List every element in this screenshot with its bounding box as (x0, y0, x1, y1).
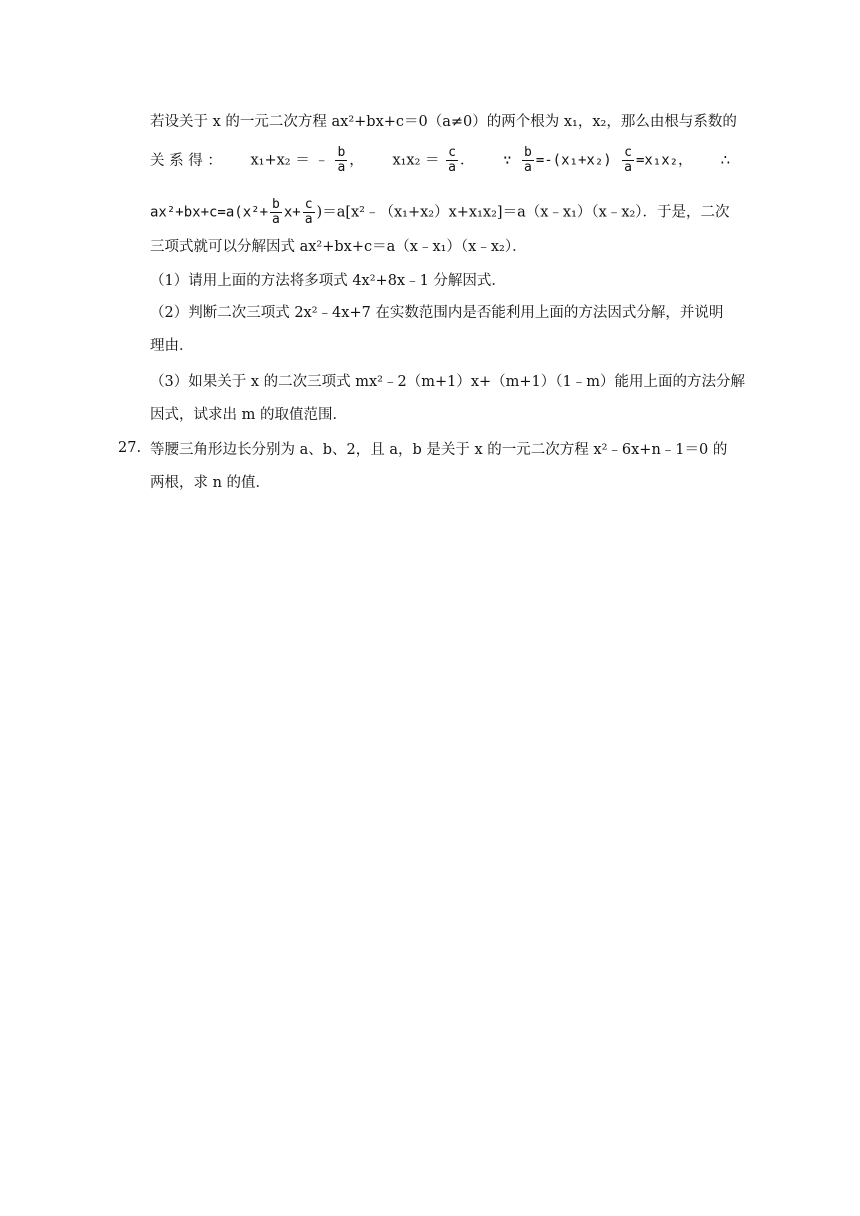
question-3-line-2: 因式，试求出 m 的取值范围． (150, 407, 347, 423)
problem-27-number: 27. (118, 440, 142, 456)
fraction-c-over-a-inline: $\frac{c}{a}$ (304, 197, 313, 227)
intro-line-1: 若设关于 x 的一元二次方程 ax²+bx+c＝0（a≠0）的两个根为 x₁，x₂，那么由根与系数的 (150, 114, 737, 130)
question-3-line-1: （3）如果关于 x 的二次三项式 mx²﹣2（m+1）x+（m+1）（1﹣m）能用上面的方法分解 (150, 374, 745, 390)
product-of-roots: x₁x₂ ＝ $\frac{c}{a}$ ． (392, 145, 475, 175)
problem-27-line-2: 两根，求 n 的值． (150, 475, 271, 491)
intro-line-3: ax²+bx+c=a(x²+ $\frac{b}{a}$ x+ $\frac{c}{a}$ )＝a[x²﹣（x₁+x₂）x+x₁x₂]＝a（x﹣x₁）（x﹣x₂）．于是，二次 (150, 197, 730, 227)
relation-label: 关 系 得 ： (150, 152, 222, 169)
problem-27-line-1: 等腰三角形边长分别为 a、b、2，且 a，b 是关于 x 的一元二次方程 x²﹣6x+n﹣1＝0 的 (150, 442, 728, 458)
question-2-line-1: （2）判断二次三项式 2x²﹣4x+7 在实数范围内是否能利用上面的方法因式分解，并说明 (150, 305, 724, 321)
because-relation: ∵ $\frac{b}{a}$ =-(x₁+x₂) $\frac{c}{a}$ =x₁x₂， (503, 145, 693, 175)
intro-line-2 (150, 146, 730, 175)
therefore-symbol: ∴ (720, 152, 730, 169)
question-2-line-2: 理由． (150, 338, 194, 354)
fraction-c-over-a: $\frac{c}{a}$ (448, 145, 456, 175)
sum-of-roots: x₁+x₂ ＝ ﹣ $\frac{b}{a}$ ， (250, 145, 364, 175)
intro-line-4: 三项式就可以分解因式 ax²+bx+c＝a（x﹣x₁）（x﹣x₂）． (150, 239, 527, 255)
fraction-b-over-a: $\frac{b}{a}$ (337, 145, 346, 175)
fraction-b-over-a-inline: $\frac{b}{a}$ (272, 197, 280, 227)
question-1: （1）请用上面的方法将多项式 4x²+8x﹣1 分解因式． (150, 273, 506, 289)
